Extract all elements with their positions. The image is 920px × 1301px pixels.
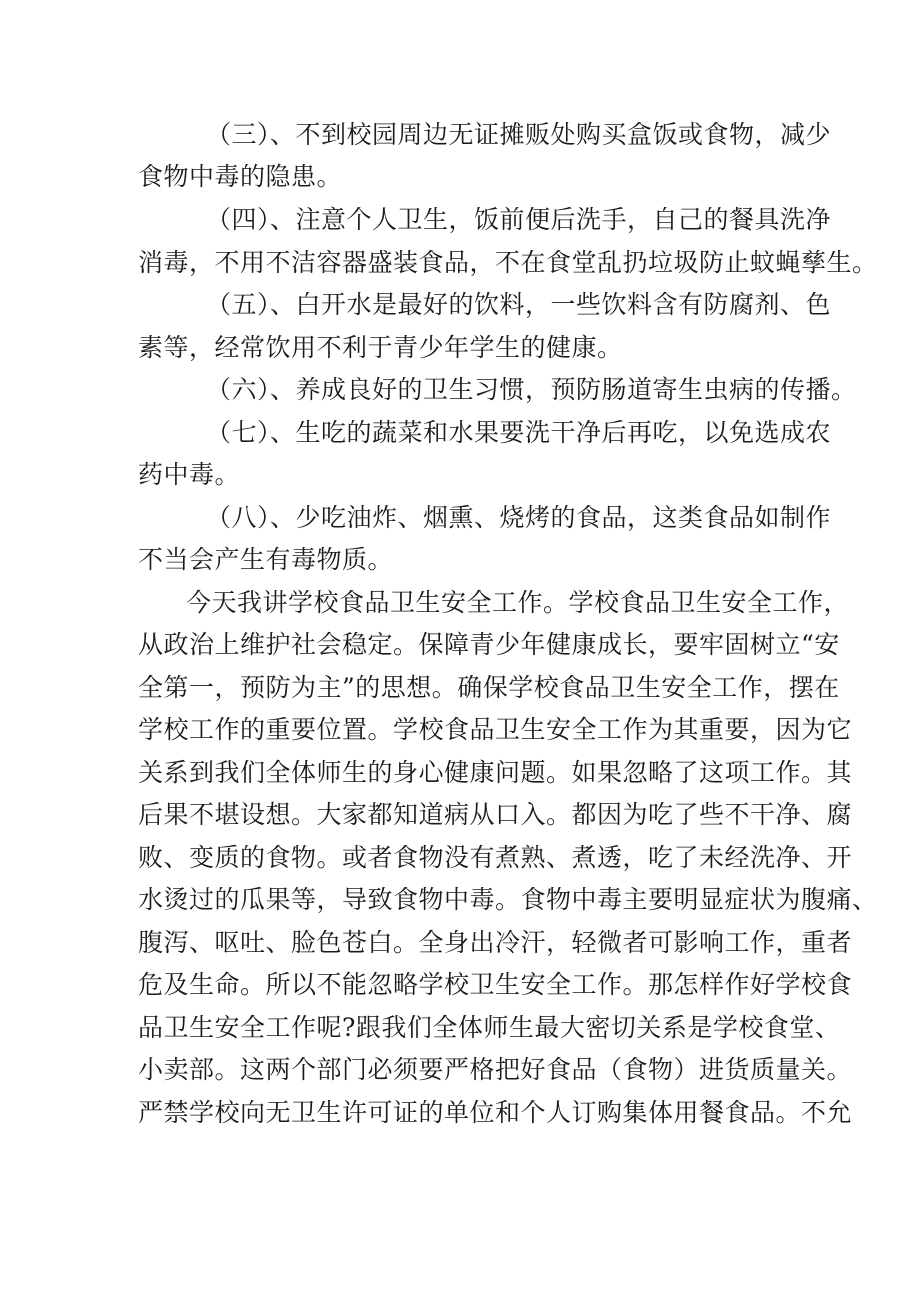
text-line: 不当会产生有毒物质。 <box>138 545 394 574</box>
text-line: 学校工作的重要位置。学校食品卫生安全工作为其重要，因为它 <box>138 715 853 744</box>
text-line: 败、变质的食物。或者食物没有煮熟、煮透，吃了未经洗净、开 <box>138 843 853 872</box>
text-line: 从政治上维护社会稳定。保障青少年健康成长，要牢固树立“安 <box>138 630 840 659</box>
text-line: （三）、不到校园周边无证摊贩处购买盒饭或食物，减少 <box>206 120 832 149</box>
text-line: 食物中毒的隐患。 <box>138 162 343 191</box>
text-line: 全第一，预防为主”的思想。确保学校食品卫生安全工作，摆在 <box>138 673 840 702</box>
text-line: （七）、生吃的蔬菜和水果要洗干净后再吃，以免选成农 <box>206 418 832 447</box>
text-line: （六）、养成良好的卫生习惯，预防肠道寄生虫病的传播。 <box>206 375 857 404</box>
text-line: 素等，经常饮用不利于青少年学生的健康。 <box>138 333 623 362</box>
text-line: 后果不堪设想。大家都知道病从口入。都因为吃了些不干净、腐 <box>138 800 853 829</box>
text-line: 品卫生安全工作呢?跟我们全体师生最大密切关系是学校食堂、 <box>138 1013 841 1042</box>
text-line: （五）、白开水是最好的饮料，一些饮料含有防腐剂、色 <box>206 290 832 319</box>
text-line: （四）、注意个人卫生，饭前便后洗手，自己的餐具洗净 <box>206 205 832 234</box>
text-line: 关系到我们全体师生的身心健康问题。如果忽略了这项工作。其 <box>138 758 853 787</box>
text-line: 今天我讲学校食品卫生安全工作。学校食品卫生安全工作， <box>186 588 850 617</box>
text-line: 药中毒。 <box>138 460 241 489</box>
text-line: 小卖部。这两个部门必须要严格把好食品（食物）进货质量关。 <box>138 1055 853 1084</box>
text-line: 危及生命。所以不能忽略学校卫生安全工作。那怎样作好学校食 <box>138 970 853 999</box>
text-line: 消毒，不用不洁容器盛装食品，不在食堂乱扔垃圾防止蚊蝇孳生。 <box>138 248 878 277</box>
text-line: 水烫过的瓜果等，导致食物中毒。食物中毒主要明显症状为腹痛、 <box>138 885 878 914</box>
text-line: 腹泻、呕吐、脸色苍白。全身出冷汗，轻微者可影响工作，重者 <box>138 928 853 957</box>
text-line: 严禁学校向无卫生许可证的单位和个人订购集体用餐食品。不允 <box>138 1098 853 1127</box>
text-line: （八）、少吃油炸、烟熏、烧烤的食品，这类食品如制作 <box>206 503 832 532</box>
